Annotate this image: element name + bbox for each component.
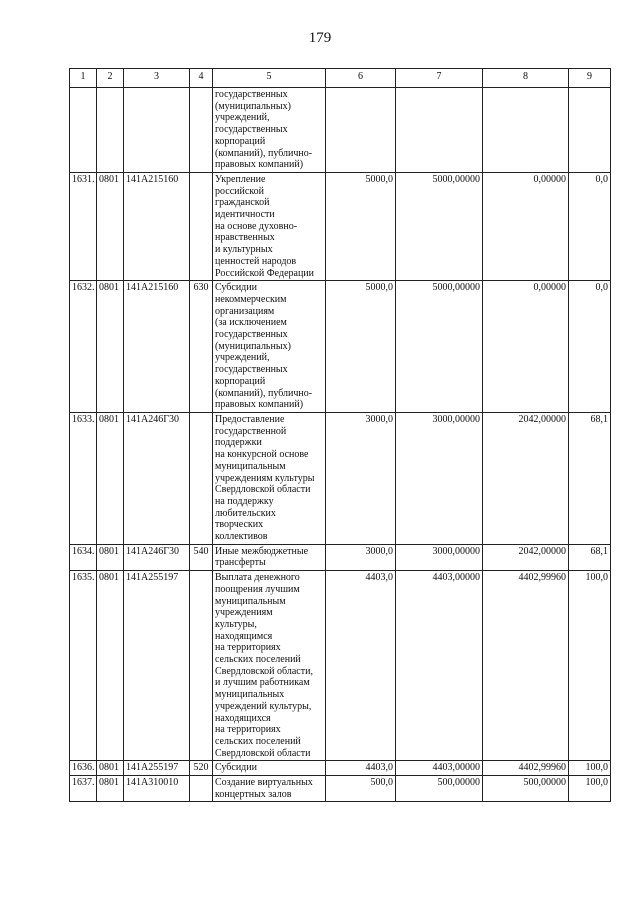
target-article-code: 141A246Г30: [124, 544, 190, 570]
amount-col8: 0,00000: [483, 172, 569, 280]
amount-col6: 3000,0: [326, 412, 396, 544]
column-header: 3: [124, 69, 190, 88]
expense-type-code: [190, 571, 213, 761]
target-article-code: 141A310010: [124, 776, 190, 802]
row-number: 1635.: [70, 571, 97, 761]
item-name: Создание виртуальных концертных залов: [213, 776, 326, 802]
expense-type-code: [190, 172, 213, 280]
amount-col7: 5000,00000: [396, 281, 483, 413]
table-row: [70, 412, 611, 544]
row-number: 1633.: [70, 412, 97, 544]
expense-type-code: 520: [190, 761, 213, 776]
row-number: 1631.: [70, 172, 97, 280]
percent-col9: 100,0: [569, 761, 611, 776]
page-number: 179: [308, 30, 332, 46]
amount-col8: 0,00000: [483, 281, 569, 413]
section-code: 0801: [97, 172, 124, 280]
table-row: [70, 776, 611, 802]
table-row: [70, 544, 611, 570]
section-code: 0801: [97, 544, 124, 570]
amount-col8: 2042,00000: [483, 412, 569, 544]
amount-col8: 500,00000: [483, 776, 569, 802]
header-row: [70, 69, 611, 88]
column-header: 8: [483, 69, 569, 88]
percent-col9: 68,1: [569, 412, 611, 544]
section-code: 0801: [97, 761, 124, 776]
budget-table: [69, 68, 611, 802]
column-header: 2: [97, 69, 124, 88]
target-article-code: 141A255197: [124, 761, 190, 776]
percent-col9: 0,0: [569, 281, 611, 413]
amount-col8: [483, 88, 569, 173]
percent-col9: 0,0: [569, 172, 611, 280]
table-row: [70, 88, 611, 173]
percent-col9: 68,1: [569, 544, 611, 570]
row-number: 1634.: [70, 544, 97, 570]
item-name: Субсидии некоммерческим организациям (за исключением государственных (муниципальных) учреждений, государственных корпораций (компаний), публично- правовых компаний): [213, 281, 326, 413]
amount-col8: 2042,00000: [483, 544, 569, 570]
section-code: [97, 88, 124, 173]
amount-col7: 5000,00000: [396, 172, 483, 280]
amount-col7: 3000,00000: [396, 544, 483, 570]
expense-type-code: [190, 412, 213, 544]
item-name: Выплата денежного поощрения лучшим муниципальным учреждениям культуры, находящимся на территориях сельских поселений Свердловской области, и лучшим работникам муниципальных учреждений культуры, находящихся на территориях сельских поселений Свердловской области: [213, 571, 326, 761]
amount-col6: 3000,0: [326, 544, 396, 570]
amount-col7: [396, 88, 483, 173]
percent-col9: 100,0: [569, 776, 611, 802]
column-header: 9: [569, 69, 611, 88]
percent-col9: [569, 88, 611, 173]
column-header: 7: [396, 69, 483, 88]
target-article-code: 141A215160: [124, 172, 190, 280]
row-number: [70, 88, 97, 173]
target-article-code: [124, 88, 190, 173]
amount-col8: 4402,99960: [483, 761, 569, 776]
row-number: 1636.: [70, 761, 97, 776]
item-name: государственных (муниципальных) учреждений, государственных корпораций (компаний), публично- правовых компаний): [213, 88, 326, 173]
amount-col6: 5000,0: [326, 281, 396, 413]
amount-col7: 3000,00000: [396, 412, 483, 544]
table-row: [70, 571, 611, 761]
expense-type-code: 630: [190, 281, 213, 413]
column-header: 1: [70, 69, 97, 88]
row-number: 1637.: [70, 776, 97, 802]
amount-col7: 4403,00000: [396, 571, 483, 761]
column-header: 6: [326, 69, 396, 88]
table-row: [70, 281, 611, 413]
column-header: 4: [190, 69, 213, 88]
amount-col6: 500,0: [326, 776, 396, 802]
expense-type-code: [190, 776, 213, 802]
percent-col9: 100,0: [569, 571, 611, 761]
amount-col7: 4403,00000: [396, 761, 483, 776]
item-name: Укрепление российской гражданской идентичности на основе духовно- нравственных и культурных ценностей народов Российской Федерации: [213, 172, 326, 280]
section-code: 0801: [97, 571, 124, 761]
amount-col6: 5000,0: [326, 172, 396, 280]
expense-type-code: [190, 88, 213, 173]
table-row: [70, 172, 611, 280]
amount-col6: 4403,0: [326, 761, 396, 776]
table-row: [70, 761, 611, 776]
item-name: Предоставление государственной поддержки на конкурсной основе муниципальным учреждениям культуры Свердловской области на поддержку любительских творческих коллективов: [213, 412, 326, 544]
section-code: 0801: [97, 412, 124, 544]
target-article-code: 141A246Г30: [124, 412, 190, 544]
section-code: 0801: [97, 281, 124, 413]
amount-col7: 500,00000: [396, 776, 483, 802]
target-article-code: 141A215160: [124, 281, 190, 413]
section-code: 0801: [97, 776, 124, 802]
row-number: 1632.: [70, 281, 97, 413]
amount-col6: [326, 88, 396, 173]
item-name: Иные межбюджетные трансферты: [213, 544, 326, 570]
amount-col6: 4403,0: [326, 571, 396, 761]
target-article-code: 141A255197: [124, 571, 190, 761]
amount-col8: 4402,99960: [483, 571, 569, 761]
item-name: Субсидии: [213, 761, 326, 776]
expense-type-code: 540: [190, 544, 213, 570]
column-header: 5: [213, 69, 326, 88]
